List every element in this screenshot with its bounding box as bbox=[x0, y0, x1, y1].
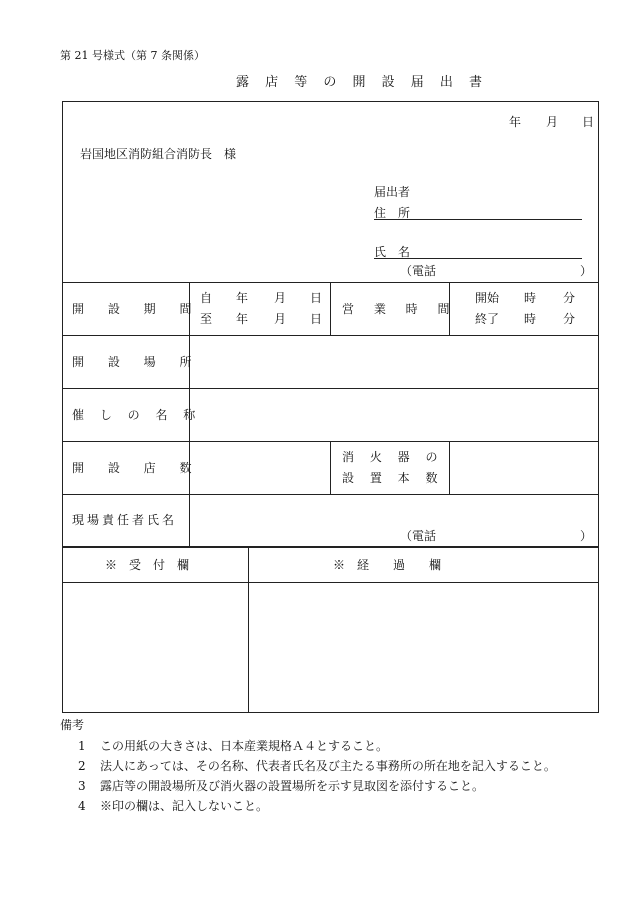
period-to-month: 月 bbox=[274, 312, 287, 326]
office-use-header-divider bbox=[62, 582, 599, 583]
name-underline bbox=[374, 258, 582, 259]
name-label: 氏 名 bbox=[374, 245, 411, 259]
hours-start-hour: 時 bbox=[524, 291, 537, 305]
note-number: 4 bbox=[78, 799, 86, 813]
note-number: 3 bbox=[78, 779, 86, 793]
period-to-day: 日 bbox=[310, 312, 323, 326]
date-month: 月 bbox=[546, 115, 559, 129]
note-number: 1 bbox=[78, 739, 86, 753]
reception-label: ※ 受 付 欄 bbox=[105, 558, 190, 572]
addressee: 岩国地区消防組合消防長 様 bbox=[80, 147, 237, 161]
page-title: 露 店 等 の 開 設 届 出 書 bbox=[236, 75, 489, 90]
progress-label: ※ 経 過 欄 bbox=[333, 558, 442, 572]
address-label: 住 所 bbox=[374, 206, 411, 220]
hours-start-minute: 分 bbox=[563, 291, 576, 305]
period-to-prefix: 至 bbox=[200, 312, 213, 326]
period-from-prefix: 自 bbox=[200, 291, 213, 305]
column-divider bbox=[330, 441, 331, 494]
applicant-header: 届出者 bbox=[374, 185, 411, 199]
note-number: 2 bbox=[78, 759, 86, 773]
note-text: 法人にあっては、その名称、代表者氏名及び主たる事務所の所在地を記入すること。 bbox=[100, 759, 556, 773]
event-name-label: 催 し の 名 称 bbox=[72, 408, 202, 422]
period-from-day: 日 bbox=[310, 291, 323, 305]
location-label: 開 設 場 所 bbox=[72, 355, 202, 369]
row-divider bbox=[62, 335, 599, 336]
extinguisher-label-line2: 設 置 本 数 bbox=[342, 471, 444, 485]
period-from-year: 年 bbox=[236, 291, 249, 305]
applicant-phone-close: ） bbox=[580, 264, 593, 278]
row-divider bbox=[62, 494, 599, 495]
period-from-month: 月 bbox=[274, 291, 287, 305]
note-text: ※印の欄は、記入しないこと。 bbox=[100, 799, 269, 813]
note-text: 露店等の開設場所及び消火器の設置場所を示す見取図を添付すること。 bbox=[100, 779, 485, 793]
hours-start-label: 開始 bbox=[475, 291, 500, 305]
period-to-year: 年 bbox=[236, 312, 249, 326]
note-text: この用紙の大きさは、日本産業規格Ａ４とすること。 bbox=[100, 739, 389, 753]
business-hours-label: 営 業 時 間 bbox=[342, 302, 458, 316]
manager-phone-close: ） bbox=[580, 529, 593, 543]
row-divider bbox=[62, 388, 599, 389]
store-count-label: 開 設 店 数 bbox=[72, 461, 202, 475]
extinguisher-label-line1: 消 火 器 の bbox=[342, 450, 444, 464]
period-label: 開 設 期 間 bbox=[72, 302, 202, 316]
date-year: 年 bbox=[509, 115, 522, 129]
hours-end-hour: 時 bbox=[524, 312, 537, 326]
column-divider bbox=[449, 441, 450, 494]
manager-label: 現場責任者氏名 bbox=[72, 513, 178, 527]
date-day: 日 bbox=[582, 115, 595, 129]
form-number: 第 21 号様式（第 7 条関係） bbox=[60, 49, 205, 62]
address-underline bbox=[374, 219, 582, 220]
hours-end-minute: 分 bbox=[563, 312, 576, 326]
manager-phone-open: （電話 bbox=[400, 529, 437, 543]
applicant-phone-open: （電話 bbox=[400, 264, 437, 278]
hours-end-label: 終了 bbox=[475, 312, 500, 326]
column-divider bbox=[330, 282, 331, 335]
office-use-column-divider bbox=[248, 547, 249, 713]
notes-heading: 備考 bbox=[60, 718, 85, 732]
